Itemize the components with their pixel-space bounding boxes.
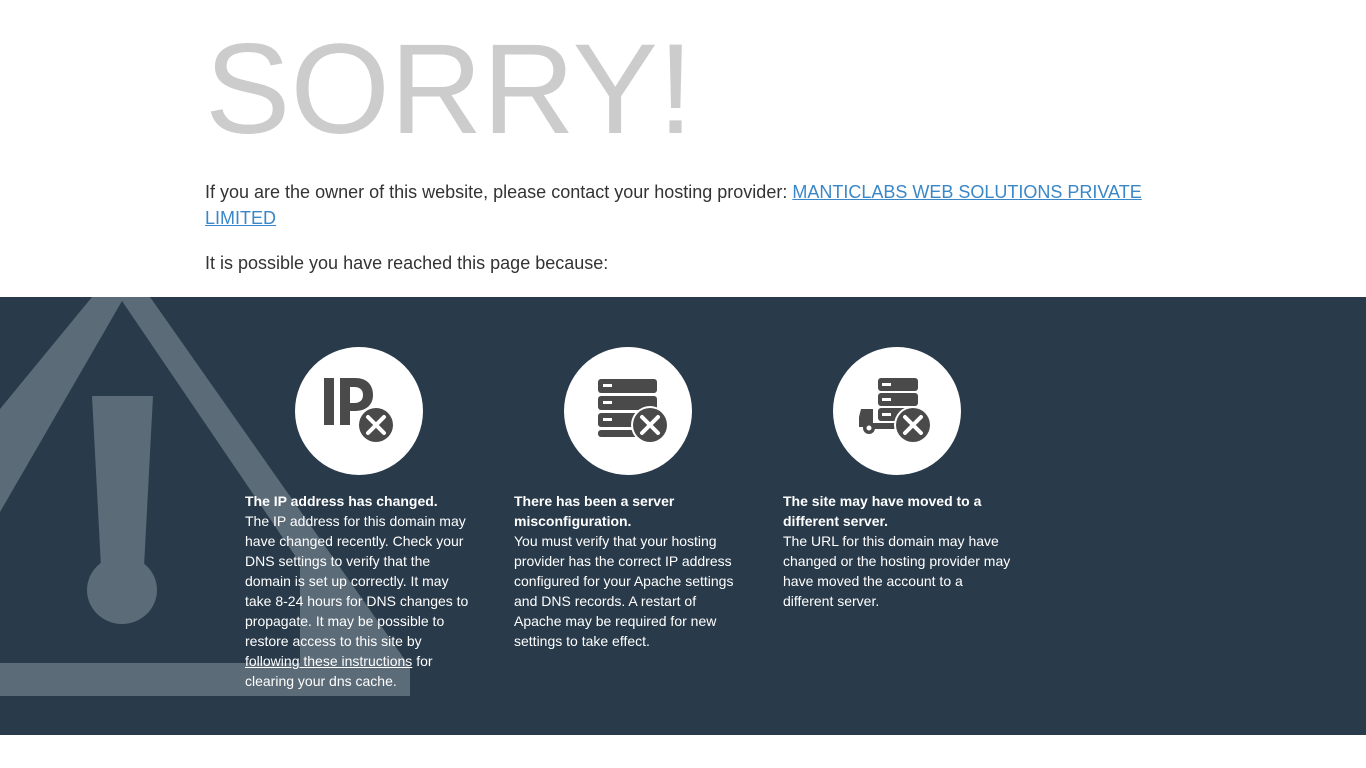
reason-title: The site may have moved to a different server. xyxy=(783,493,982,529)
reason-title: The IP address has changed. xyxy=(245,493,438,509)
reason-icon-circle xyxy=(833,347,961,475)
reason-body: You must verify that your hosting provider has the correct IP address configured for your Apache settings and DNS records. A restart of Apache may be required for new settings to take effect. xyxy=(514,533,734,649)
reason-server-misconfiguration xyxy=(514,347,742,651)
ip-error-icon xyxy=(295,347,423,475)
server-moved-icon xyxy=(833,347,961,475)
reason-icon-circle xyxy=(564,347,692,475)
reasons-band xyxy=(0,297,1366,735)
top-section xyxy=(0,0,1366,297)
reason-intro: It is possible you have reached this page because: xyxy=(205,253,609,273)
reason-ip-changed xyxy=(245,347,473,691)
reason-body-text-end: for clearing your dns cache. xyxy=(245,653,433,689)
owner-notice-text: If you are the owner of this website, please contact your hosting provider: xyxy=(205,182,793,202)
dns-instructions-link[interactable]: following these instructions xyxy=(245,653,413,669)
reason-body xyxy=(245,511,473,691)
reason-body-text: The IP address for this domain may have changed recently. Check your DNS settings to verify that the domain is set up correctly. It may take 8-24 hours for DNS changes to propagate. It may be possible to restore access to this site by xyxy=(245,513,469,649)
page-title: SORRY! xyxy=(205,18,694,161)
server-error-icon xyxy=(564,347,692,475)
reason-server-moved xyxy=(783,347,1011,611)
reason-icon-circle xyxy=(295,347,423,475)
hosting-provider-link[interactable]: MANTICLABS WEB SOLUTIONS PRIVATE LIMITED xyxy=(205,182,1142,228)
bottom-spacer xyxy=(0,735,1366,768)
owner-notice xyxy=(205,179,1165,231)
reason-body: The URL for this domain may have changed or the hosting provider may have moved the account to a different server. xyxy=(783,533,1011,609)
reason-title: There has been a server misconfiguration. xyxy=(514,493,675,529)
